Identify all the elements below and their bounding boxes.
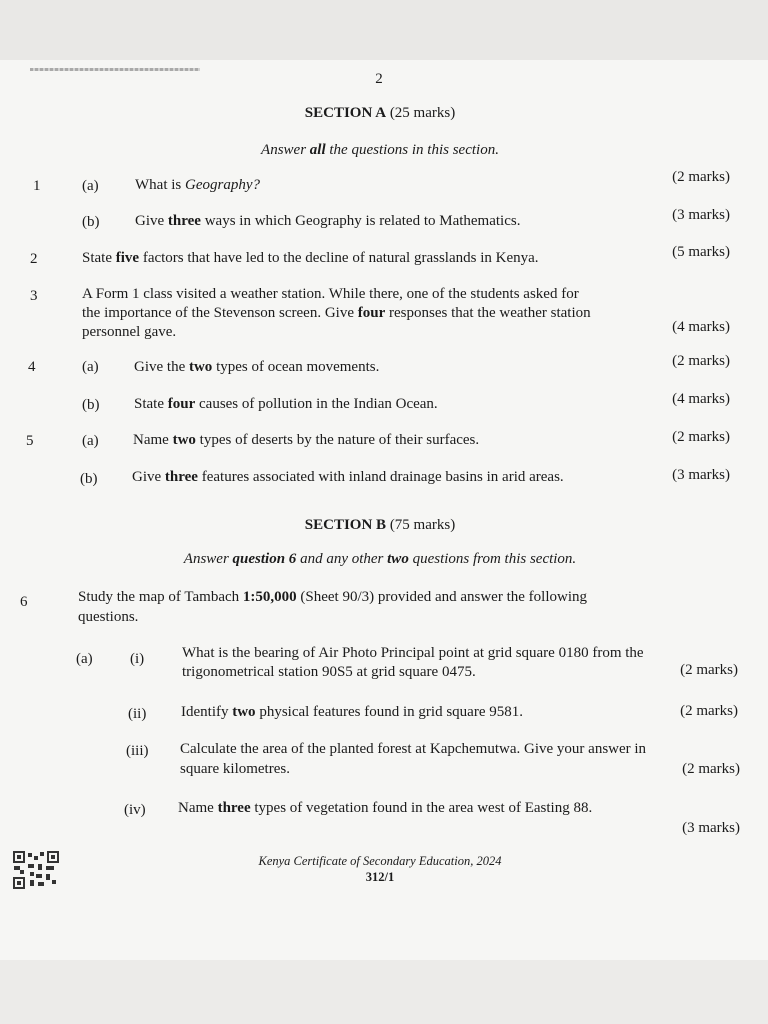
- q2-text: [82, 249, 539, 268]
- footer-paper-code: [330, 868, 430, 887]
- q6-line1-post: (Sheet 90/3) provided and answer the following: [296, 589, 587, 605]
- q1a-marks: (2 marks): [672, 169, 730, 185]
- q4a-text-bold: two: [188, 359, 213, 375]
- q1a-text-pre: What is: [135, 177, 185, 193]
- section-b-marks: (75 marks): [389, 517, 456, 533]
- q2-number: 2: [30, 251, 38, 267]
- qr-code-icon: [12, 850, 60, 890]
- q1-number: 1: [33, 178, 41, 194]
- section-b-instruction: [150, 550, 610, 569]
- q3-line2: [82, 304, 591, 323]
- section-a-title: SECTION A: [304, 105, 387, 121]
- q4b-label: (b): [82, 397, 100, 413]
- q1b-text: [135, 212, 520, 231]
- q1b-text-pre: Give: [135, 213, 168, 229]
- q6ai-marks: (2 marks): [680, 662, 738, 678]
- q4a-text: [134, 358, 379, 377]
- instr-b-mid: and any other: [296, 551, 388, 567]
- q1b-text-bold: three: [167, 213, 201, 229]
- q6aii-marks: (2 marks): [680, 703, 738, 719]
- q6aii-text: [181, 703, 523, 722]
- background-shade: [0, 960, 768, 1024]
- q1b-marks: (3 marks): [672, 207, 730, 223]
- q4a-text-post: types of ocean movements.: [212, 359, 380, 375]
- q6a-label: (a): [76, 651, 93, 667]
- q1b-text-post: ways in which Geography is related to Mathematics.: [200, 213, 521, 229]
- q3-number: 3: [30, 288, 38, 304]
- q2-text-pre: State: [82, 250, 116, 266]
- footer-exam-text: Kenya Certificate of Secondary Education, 2024: [258, 854, 502, 868]
- q5b-marks: (3 marks): [672, 467, 730, 483]
- q4b-text-post: causes of pollution in the Indian Ocean.: [195, 396, 438, 412]
- section-a-marks: (25 marks): [389, 105, 456, 121]
- q6aii-text-post: physical features found in grid square 9581.: [255, 704, 523, 720]
- q3-line2-post: responses that the weather station: [385, 305, 591, 321]
- q6ai-line1: What is the bearing of Air Photo Principal point at grid square 0180 from the: [182, 645, 644, 661]
- q6ai-line2: trigonometrical station 90S5 at grid square 0475.: [182, 664, 476, 680]
- q6-number: 6: [20, 594, 28, 610]
- scan-artifact: [30, 68, 200, 71]
- q4-number: 4: [28, 359, 36, 375]
- q6aiii-marks: (2 marks): [682, 761, 740, 777]
- q5a-label: (a): [82, 433, 99, 449]
- q1a-label: (a): [82, 178, 99, 194]
- q6aii-text-pre: Identify: [181, 704, 233, 720]
- q3-line3: personnel gave.: [82, 324, 177, 340]
- q5b-text: [132, 468, 564, 487]
- q1a-text: [135, 176, 260, 195]
- q5a-text-bold: two: [172, 432, 196, 448]
- q1a-text-italic: Geography?: [185, 177, 260, 193]
- q5a-text: [133, 431, 479, 450]
- q6ai-label: (i): [130, 651, 145, 667]
- q4b-text-pre: State: [134, 396, 168, 412]
- q6aiv-label: (iv): [124, 802, 146, 818]
- q6-line1: [78, 588, 587, 607]
- q6aii-text-bold: two: [232, 704, 256, 720]
- section-b-title: SECTION B: [304, 517, 387, 533]
- q6-line1-bold: 1:50,000: [242, 589, 297, 605]
- q6aiv-text-bold: three: [217, 800, 251, 816]
- section-a-instruction: [230, 141, 530, 160]
- q3-line1: A Form 1 class visited a weather station. While there, one of the students asked for: [82, 286, 579, 302]
- q5a-text-pre: Name: [133, 432, 173, 448]
- q4b-text-bold: four: [167, 396, 196, 412]
- q3-line2-bold: four: [357, 305, 386, 321]
- section-a-heading: [280, 104, 480, 123]
- q5a-text-post: types of deserts by the nature of their surfaces.: [195, 432, 480, 448]
- q6-line1-pre: Study the map of Tambach: [78, 589, 243, 605]
- q4a-label: (a): [82, 359, 99, 375]
- q6aiv-text-pre: Name: [178, 800, 218, 816]
- q3-line2-pre: the importance of the Stevenson screen. Give: [82, 305, 358, 321]
- q2-text-post: factors that have led to the decline of natural grasslands in Kenya.: [139, 250, 539, 266]
- instr-b-bold2: two: [387, 551, 409, 567]
- q4b-text: [134, 395, 438, 414]
- q6aiii-label: (iii): [126, 743, 149, 759]
- instruction-text: Answer: [261, 142, 310, 158]
- q6aiv-marks: (3 marks): [682, 820, 740, 836]
- q6-line2: questions.: [78, 609, 139, 625]
- instruction-emphasis: all: [309, 142, 326, 158]
- q4b-marks: (4 marks): [672, 391, 730, 407]
- q6aiii-line2: square kilometres.: [180, 761, 290, 777]
- section-b-heading: [280, 516, 480, 535]
- q4a-text-pre: Give the: [134, 359, 189, 375]
- footer-code-text: 312/1: [365, 870, 395, 884]
- q6aiv-text-post: types of vegetation found in the area west of Easting 88.: [250, 800, 593, 816]
- q4a-marks: (2 marks): [672, 353, 730, 369]
- q5b-text-pre: Give: [132, 469, 165, 485]
- q5a-marks: (2 marks): [672, 429, 730, 445]
- q5b-text-bold: three: [164, 469, 198, 485]
- page-number: 2: [375, 71, 383, 87]
- q2-marks: (5 marks): [672, 244, 730, 260]
- q5b-text-post: features associated with inland drainage basins in arid areas.: [197, 469, 564, 485]
- q1b-label: (b): [82, 214, 100, 230]
- instruction-text-end: the questions in this section.: [325, 142, 499, 158]
- q6aii-label: (ii): [128, 706, 147, 722]
- instr-b-pre: Answer: [183, 551, 233, 567]
- instr-b-bold1: question 6: [232, 551, 297, 567]
- q2-text-bold: five: [115, 250, 140, 266]
- q3-marks: (4 marks): [672, 319, 730, 335]
- q6aiv-text: [178, 799, 592, 818]
- q6aiii-line1: Calculate the area of the planted forest at Kapchemutwa. Give your answer in: [180, 741, 647, 757]
- q5-number: 5: [26, 433, 34, 449]
- instr-b-post: questions from this section.: [408, 551, 577, 567]
- q5b-label: (b): [80, 471, 98, 487]
